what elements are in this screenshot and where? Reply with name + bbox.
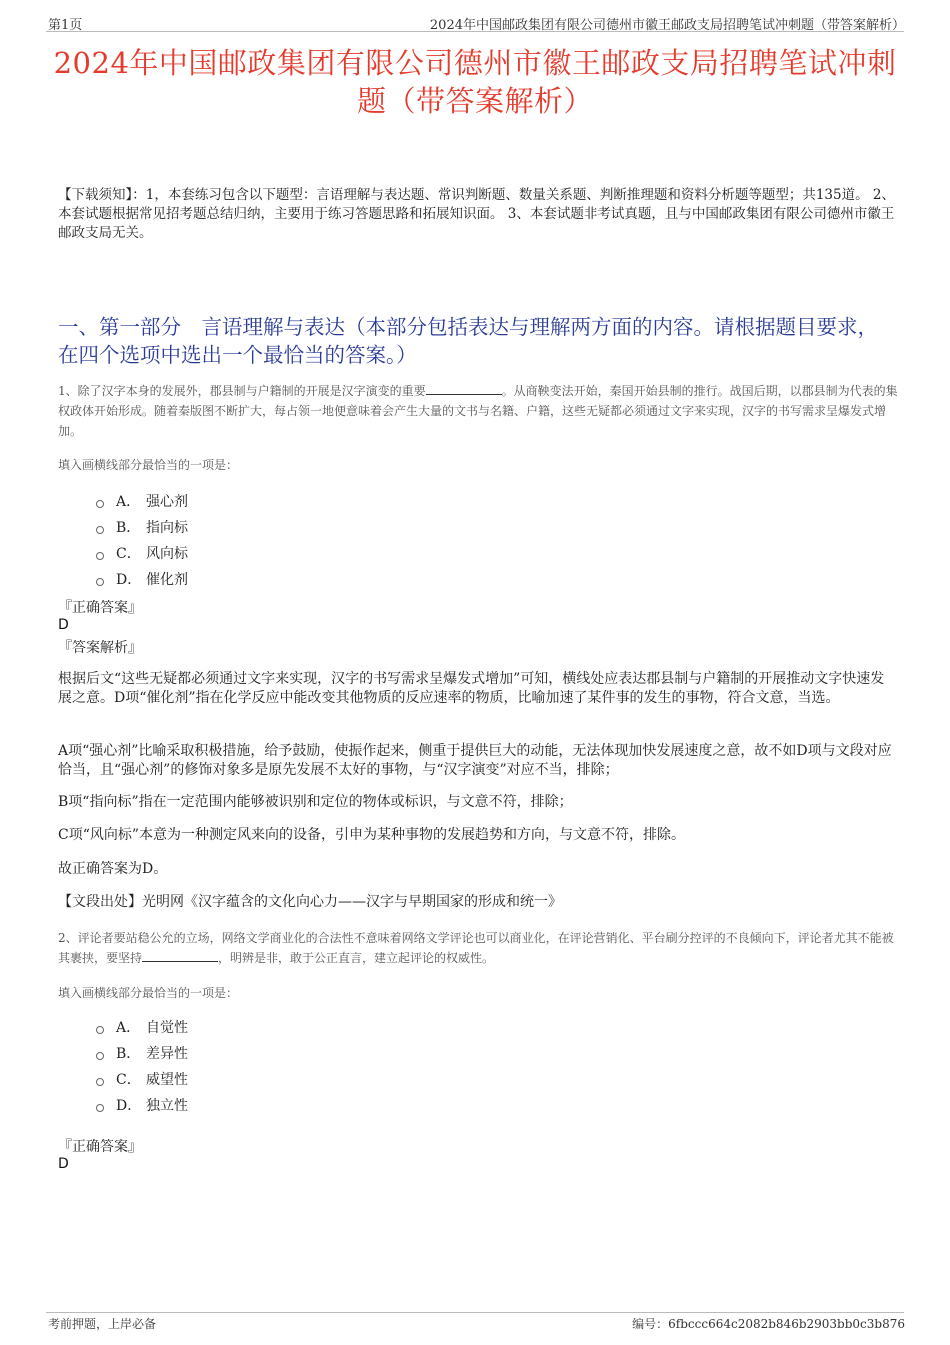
question-1-option-d[interactable] <box>96 569 188 589</box>
option-letter: D． <box>116 1098 142 1114</box>
radio-icon[interactable] <box>96 1052 104 1060</box>
radio-icon[interactable] <box>96 578 104 586</box>
option-text: 威望性 <box>146 1072 188 1088</box>
radio-icon[interactable] <box>96 1104 104 1112</box>
question-2-option-d[interactable] <box>96 1095 188 1115</box>
download-notice: 【下载须知】：1，本套练习包含以下题型：言语理解与表达题、常识判断题、数量关系题、判断推理题和资料分析题等题型；共135道。 2、本套试题根据常见招考题总结归纳，主要用于练习答题思路和拓展知识面。 3、本套试题非考试真题，且与中国邮政集团有限公司德州市徽王邮政支局无关。 <box>58 187 895 241</box>
question-2-text-before: 2、评论者要站稳公允的立场，网络文学商业化的合法性不意味着网络文学评论也可以商业化，在评论营销化、平台刷分控评的不良倾向下，评论者尤其不能被其裹挟，要坚持 <box>58 931 894 965</box>
radio-icon[interactable] <box>96 526 104 534</box>
footer-slogan: 考前押题，上岸必备 <box>48 1317 157 1331</box>
radio-icon[interactable] <box>96 1026 104 1034</box>
source-citation: 【文段出处】光明网《汉字蕴含的文化向心力——汉字与早期国家的形成和统一》 <box>58 894 562 910</box>
question-2-blank <box>142 950 218 962</box>
option-letter: B． <box>116 520 141 536</box>
option-text: 指向标 <box>146 520 188 536</box>
question-2-text-after: ，明辨是非，敢于公正直言，建立起评论的权威性。 <box>218 951 495 965</box>
header-divider <box>46 31 904 32</box>
question-2-option-b[interactable] <box>96 1043 188 1063</box>
question-1-answer: D <box>58 617 69 633</box>
question-1-analysis-label: 『答案解析』 <box>58 640 142 656</box>
question-1-answer-label: 『正确答案』 <box>58 600 142 616</box>
option-text: 强心剂 <box>146 494 188 510</box>
question-1-option-a[interactable] <box>96 491 188 511</box>
question-2-option-c[interactable] <box>96 1069 188 1089</box>
option-letter: A． <box>116 1020 141 1036</box>
option-text: 风向标 <box>146 546 188 562</box>
question-1-text-before: 1、除了汉字本身的发展外，郡县制与户籍制的开展是汉字演变的重要 <box>58 384 426 398</box>
option-text: 自觉性 <box>146 1020 188 1036</box>
option-letter: C． <box>116 546 141 562</box>
page-number: 第1页 <box>48 18 83 33</box>
footer-doc-id: 编号：6fbccc664c2082b846b2903bb0c3b876 <box>632 1317 905 1331</box>
analysis-paragraph: C项“风向标”本意为一种测定风来向的设备，引申为某种事物的发展趋势和方向，与文意不符，排除。 <box>58 827 686 843</box>
question-1-text-after: 。从商鞅变法开始，秦国开始县制的推行。战国后期，以郡县制为代表的集权政体开始形成。随着秦版图不断扩大，每占领一地便意味着会产生大量的文书与名籍、户籍，这些无疑都必须通过文字来实现，汉字的书写需求呈爆发式增加。 <box>58 384 898 438</box>
question-1-option-c[interactable] <box>96 543 188 563</box>
question-2-answer-label: 『正确答案』 <box>58 1139 142 1155</box>
document-title: 2024年中国邮政集团有限公司德州市徽王邮政支局招聘笔试冲刺题（带答案解析） <box>53 46 897 118</box>
option-letter: D． <box>116 572 142 588</box>
analysis-paragraph: 故正确答案为D。 <box>58 861 168 877</box>
analysis-paragraph: B项“指向标”指在一定范围内能够被识别和定位的物体或标识，与文意不符，排除； <box>58 794 573 810</box>
question-1-text <box>58 381 900 441</box>
radio-icon[interactable] <box>96 552 104 560</box>
section-heading: 一、第一部分 言语理解与表达（本部分包括表达与理解两方面的内容。请根据题目要求，在四个选项中选出一个最恰当的答案。） <box>58 315 878 367</box>
option-letter: A． <box>116 494 141 510</box>
radio-icon[interactable] <box>96 500 104 508</box>
analysis-paragraph: A项“强心剂”比喻采取积极措施，给予鼓励，使振作起来，侧重于提供巨大的动能，无法体现加快发展速度之意，故不如D项与文段对应恰当，且“强心剂”的修饰对象多是原先发展不太好的事物，与“汉字演变”对应不当，排除； <box>58 743 892 778</box>
question-2-prompt: 填入画横线部分最恰当的一项是： <box>58 986 239 1000</box>
question-2-text <box>58 928 900 968</box>
footer-divider <box>46 1312 904 1313</box>
option-text: 差异性 <box>146 1046 188 1062</box>
question-1-blank <box>426 383 502 395</box>
option-letter: C． <box>116 1072 141 1088</box>
option-text: 催化剂 <box>146 572 188 588</box>
question-2-answer: D <box>58 1156 69 1172</box>
option-text: 独立性 <box>146 1098 188 1114</box>
question-1-prompt: 填入画横线部分最恰当的一项是： <box>58 458 239 472</box>
question-2-option-a[interactable] <box>96 1017 188 1037</box>
header-doc-title: 2024年中国邮政集团有限公司德州市徽王邮政支局招聘笔试冲刺题（带答案解析） <box>429 18 905 33</box>
option-letter: B． <box>116 1046 141 1062</box>
radio-icon[interactable] <box>96 1078 104 1086</box>
analysis-paragraph: 根据后文“这些无疑都必须通过文字来实现，汉字的书写需求呈爆发式增加”可知，横线处应表达郡县制与户籍制的开展推动文字快速发展之意。D项“催化剂”指在化学反应中能改变其他物质的反应速率的物质，比喻加速了某件事的发生的事物，符合文意，当选。 <box>58 671 885 706</box>
question-1-option-b[interactable] <box>96 517 188 537</box>
